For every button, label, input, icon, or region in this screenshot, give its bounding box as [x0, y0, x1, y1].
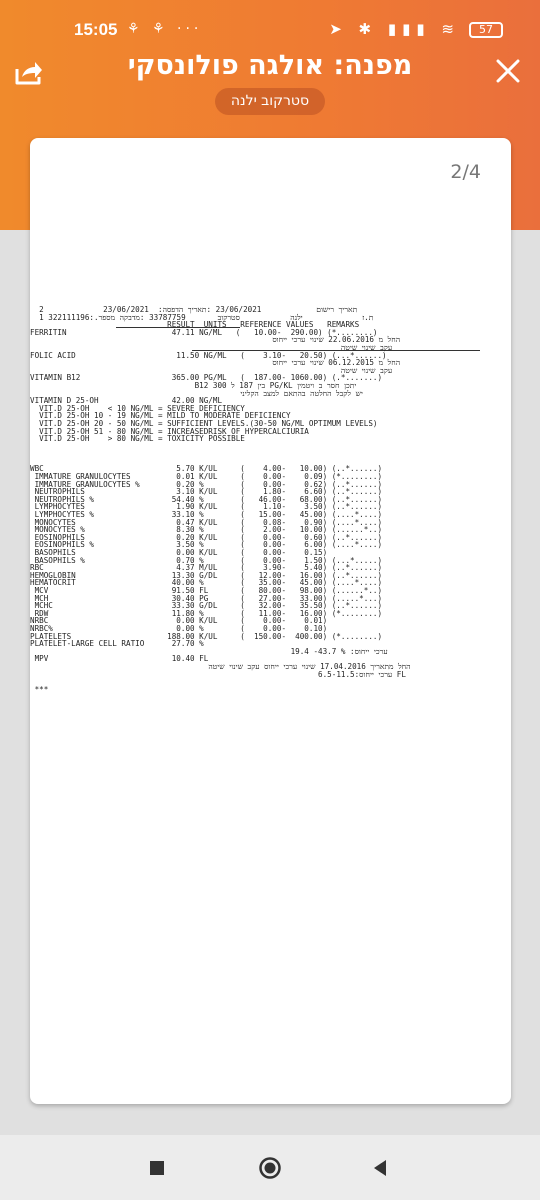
navigation-bar	[0, 1135, 540, 1200]
document-line	[30, 443, 511, 451]
recents-button[interactable]	[144, 1155, 170, 1181]
document-line: BASOPHILS 0.00 K/UL ( 0.00- 0.15)	[30, 548, 328, 557]
back-button[interactable]	[368, 1155, 394, 1181]
status-notification-icons: ⚘ ⚘ ···	[127, 21, 203, 37]
document-line: EOSINOPHILS % 3.50 % ( 0.00- 6.00) (....*....)	[30, 540, 383, 550]
close-icon[interactable]	[492, 55, 524, 87]
document-line: ערכי ייחוס:6.5-11.5 FL	[30, 669, 406, 679]
document-line: NEUTROPHILS 3.10 K/UL ( 1.80- 6.60) (..*......)	[30, 487, 383, 497]
document-line: החל מ 22.06.2016 שינוי ערכי ייחוס	[30, 335, 401, 345]
document-line: VIT.D 25-OH 10 - 19 NG/ML = MILD TO MODERATE DEFICIENCY	[30, 411, 291, 421]
document-line: VIT.D 25-OH < 10 NG/ML = SEVERE DEFICIENCY	[30, 403, 245, 413]
document-line: 2 23/06/2021 :תאריך רישום 23/06/2021 :תאריך הדפסה	[30, 305, 358, 314]
document-line: FERRITIN 47.11 NG/ML ( 10.00- 290.00) (*........)	[30, 327, 378, 337]
document-line: RESULT UNITS REFERENCE VALUES REMARKS	[30, 320, 360, 330]
battery-icon: 57	[469, 22, 503, 38]
document-line	[30, 450, 511, 458]
document-line: VIT.D 25-OH 20 - 50 NG/ML = SUFFICIENT LEVELS.(30-50 NG/ML OPTIMUM LEVELS)	[30, 418, 378, 428]
document-line: MPV 10.40 FL	[30, 654, 209, 664]
patient-name-chip: סטרקוב ילנה	[215, 88, 325, 115]
document-line: RDW 11.80 % ( 11.00- 16.00) (*........)	[30, 608, 383, 618]
document-line: יש לקבל החלטה בהתאם למצב הקליני	[30, 388, 363, 398]
lab-results-document	[30, 306, 511, 693]
document-line: RBC 4.37 M/UL ( 3.90- 5.40) (..*......)	[30, 563, 383, 573]
document-line: עקב שינוי שיטה	[30, 342, 393, 352]
document-line: NRBC 0.00 K/UL ( 0.00- 0.01)	[30, 616, 328, 626]
document-line: VITAMIN B12 365.00 PG/ML ( 187.00- 1060.00) (.*.......)	[30, 373, 383, 383]
document-line: IMMATURE GRANULOCYTES % 0.20 % ( 0.00- 0.62) (..*......)	[30, 479, 383, 489]
document-line: LYMPHOCYTES % 33.10 % ( 15.00- 45.00) (....*....)	[30, 510, 383, 520]
document-line: VIT.D 25-OH > 80 NG/ML = TOXICITY POSSIBLE	[30, 434, 245, 444]
document-line: 19.4 -43.7 % :ערכי ייחוס	[30, 646, 388, 656]
document-line: EOSINOPHILS 0.20 K/UL ( 0.00- 0.60) (..*......)	[30, 532, 383, 542]
document-line: BASOPHILS % 0.70 % ( 0.00- 1.50) (...*.....)	[30, 555, 383, 565]
document-line: MCHC 33.30 G/DL ( 32.00- 35.50) (..*......)	[30, 601, 383, 611]
document-line: HEMOGLOBIN 13.30 G/DL ( 12.00- 16.00) (..*......)	[30, 570, 383, 580]
document-line: PLATELET-LARGE CELL RATIO 27.70 %	[30, 639, 204, 649]
document-page-card[interactable]	[30, 138, 511, 1104]
document-line: VIT.D 25-OH 51 - 80 NG/ML = INCREASEDRISK OF HYPERCALCIURIA	[30, 426, 309, 436]
document-line: IMMATURE GRANULOCYTES 0.01 K/UL ( 0.00- 0.09) (*........)	[30, 472, 383, 482]
home-button[interactable]	[257, 1155, 283, 1181]
document-line: HEMATOCRIT 40.00 % ( 35.00- 45.00) (....*....)	[30, 578, 383, 588]
document-line: MONOCYTES % 8.30 % ( 2.00- 10.00) (......*..)	[30, 525, 383, 535]
status-time: 15:05	[74, 20, 118, 39]
page-title: מפנה: אולגה פולונסקי	[127, 50, 413, 81]
document-line: עקב שינוי שיטה	[30, 365, 393, 375]
document-line: ***	[30, 684, 49, 694]
document-line: PLATELETS 188.00 K/UL ( 150.00- 400.00) (*........)	[30, 631, 383, 641]
document-line: החל מ 06.12.2015 שינוי ערכי ייחוס	[30, 358, 401, 368]
status-bar	[0, 0, 540, 40]
document-line: 1 322111196:.ת.ז ילנה סטרקוב 33787759 :מדבקה מספר	[30, 312, 374, 322]
document-line: VITAMIN D 25-OH 42.00 NG/ML	[30, 396, 223, 406]
share-icon[interactable]	[12, 57, 44, 89]
document-line	[30, 678, 511, 686]
document-line: B12 בין 187 ל 300 PG/KL יתכן חסר ב ויטמין	[30, 380, 357, 390]
document-line: NEUTROPHILS % 54.40 % ( 46.00- 68.00) (..*......)	[30, 494, 383, 504]
status-system-icons: ➤ ✱ ▮▮▮ ≋	[329, 20, 460, 38]
page-counter: 2/4	[450, 161, 481, 183]
document-line: LYMPHOCYTES 1.90 K/UL ( 1.10- 3.50) (..*......)	[30, 502, 383, 512]
document-line: החל מתאריך 17.04.2016 שינוי ערכי ייחוס עקב שינוי שיטה	[30, 661, 411, 671]
document-line: MONOCYTES 0.47 K/UL ( 0.08- 0.90) (....*....)	[30, 517, 383, 527]
document-line: MCV 91.50 FL ( 80.00- 98.00) (......*..)	[30, 585, 383, 595]
document-line: WBC 5.70 K/UL ( 4.00- 10.00) (..*......)	[30, 464, 383, 474]
document-line: NRBC% 0.00 % ( 0.00- 0.10)	[30, 623, 328, 633]
document-line: FOLIC ACID 11.50 NG/ML ( 3.10- 20.50) (...*......)	[30, 350, 387, 360]
document-line: MCH 30.40 PG ( 27.00- 33.00) (.....*...)	[30, 593, 383, 603]
